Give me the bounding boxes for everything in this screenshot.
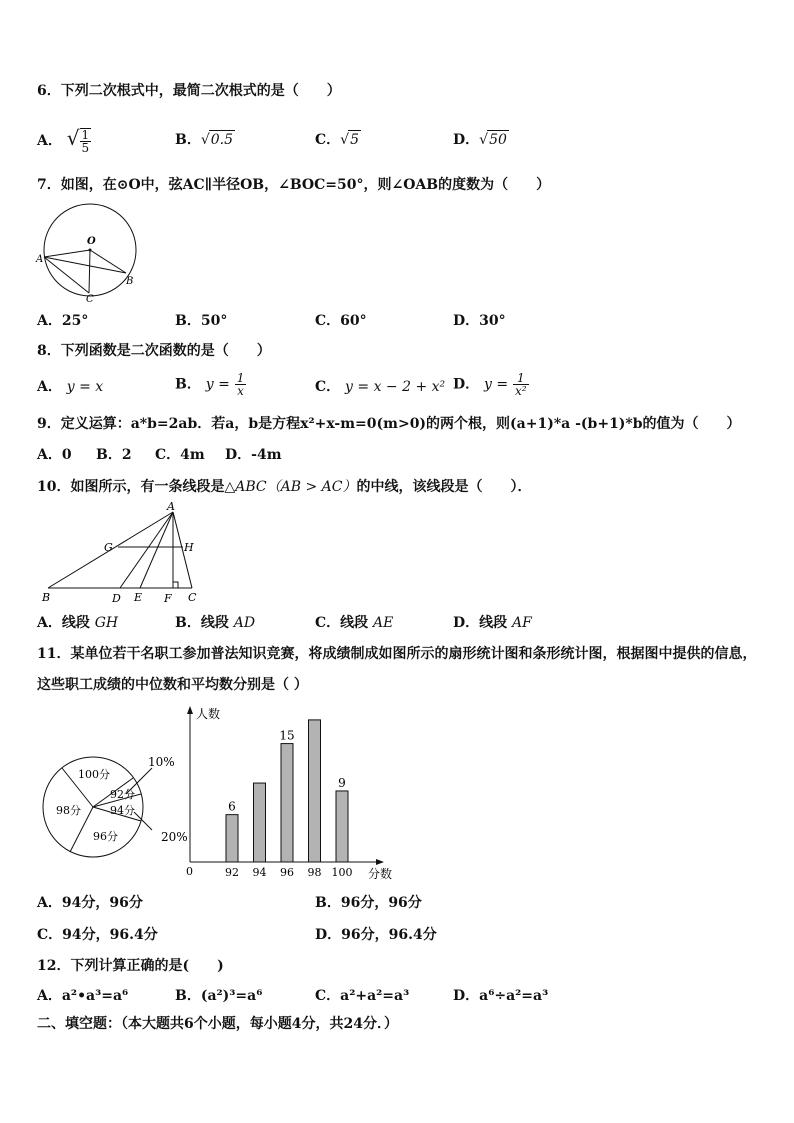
- q7-radius-oc: [89, 250, 90, 293]
- q6-a-denominator: 5: [81, 141, 90, 155]
- x-axis-arrow: [376, 859, 384, 865]
- x-tick-96: 96: [280, 866, 294, 879]
- q9-option-d: D．-4m: [225, 447, 282, 463]
- y-axis-label: 人数: [196, 707, 221, 721]
- q7-segment-ao: [44, 250, 90, 257]
- q10-stem: 10．如图所示，有一条线段是△ABC（AB > AC）的中线，该线段是（ ）．: [37, 479, 532, 495]
- data-label-92: 6: [228, 799, 236, 814]
- q10-label-b: B: [42, 591, 51, 604]
- q11-option-c: C．94分，96.4分: [37, 927, 158, 943]
- bar-100: [336, 791, 348, 862]
- origin-label: 0: [186, 865, 193, 878]
- x-tick-92: 92: [225, 866, 239, 879]
- data-label-96: 15: [279, 728, 295, 743]
- q7-chord-ac: [44, 257, 89, 293]
- q9-option-c: C．4m: [155, 447, 205, 463]
- q12-option-a: A．a²•a³=a⁶: [37, 988, 129, 1004]
- q11-option-b: B．96分，96分: [315, 895, 422, 911]
- q7-circle-figure: [34, 200, 144, 306]
- q10-label-d: D: [112, 592, 121, 605]
- q10-option-a: A．线段 GH: [37, 615, 119, 631]
- pie-label-96: 96分: [93, 830, 118, 843]
- q10-segment-ad: [120, 512, 173, 588]
- q12-stem: 12．下列计算正确的是( ): [37, 958, 224, 974]
- q6-option-a: A． √ $\frac{1}{5}$: [37, 126, 90, 155]
- bar-96: [281, 744, 293, 862]
- q7-label-o: O: [87, 236, 96, 247]
- q11-option-d: D．96分，96.4分: [315, 927, 437, 943]
- q9-option-b: B．2: [96, 447, 132, 463]
- pie-pct-10: 10%: [148, 755, 175, 769]
- q10-label-c: C: [188, 591, 197, 604]
- q7-option-d: D．30°: [453, 313, 506, 329]
- q11-option-a: A．94分，96分: [37, 895, 143, 911]
- pie-label-100: 100分: [78, 768, 110, 781]
- x-axis-label: 分数: [368, 867, 393, 881]
- q6-stem: 6．下列二次根式中，最简二次根式的是（ ）: [37, 83, 341, 99]
- q6-option-b: B．√0.5: [175, 132, 234, 148]
- pie-pct-20: 20%: [161, 830, 188, 844]
- q7-option-c: C．60°: [315, 313, 367, 329]
- q6-option-c: C．√5: [315, 132, 359, 148]
- q9-stem: 9．定义运算：a*b=2ab．若a，b是方程x²+x-m=0(m>0)的两个根，则(a+1)*a -(b+1)*b的值为（ ）: [37, 416, 741, 432]
- q6-option-d: D．√50: [453, 132, 507, 148]
- section2-title: 二、填空题：（本大题共6个小题，每小题4分，共24分．）: [37, 1016, 398, 1032]
- q7-option-b: B．50°: [175, 313, 228, 329]
- q9-option-a: A．0: [37, 447, 72, 463]
- q8-stem: 8．下列函数是二次函数的是（ ）: [37, 343, 271, 359]
- q7-label-a: A: [36, 254, 44, 265]
- q10-label-e: E: [134, 591, 143, 604]
- q10-label-f: F: [164, 592, 172, 605]
- x-tick-100: 100: [331, 866, 353, 879]
- pie-label-94: 94分: [110, 804, 135, 817]
- q12-option-c: C．a²+a²=a³: [315, 988, 410, 1004]
- q10-triangle-figure: [40, 500, 210, 606]
- q12-option-b: B．(a²)³=a⁶: [175, 988, 263, 1004]
- q10-label-g: G: [104, 541, 113, 554]
- x-tick-98: 98: [307, 866, 322, 879]
- q11-pie-chart: [40, 750, 200, 860]
- q10-segment-ae: [140, 512, 173, 588]
- q7-label-c: C: [86, 294, 94, 305]
- q11-stem-line2: 这些职工成绩的中位数和平均数分别是（ ）: [37, 677, 308, 693]
- pie-label-98: 98分: [56, 804, 81, 817]
- q8-option-c: C． y = x − 2 + x²: [315, 379, 446, 395]
- q7-option-a: A．25°: [37, 313, 89, 329]
- q7-stem: 7．如图，在⊙O中，弦AC∥半径OB，∠BOC=50°，则∠OAB的度数为（ ）: [37, 177, 551, 193]
- q12-option-d: D．a⁶÷a²=a³: [453, 988, 549, 1004]
- q10-label-h: H: [184, 541, 194, 554]
- pie-label-92: 92分: [110, 788, 135, 801]
- q8-option-b: B． y = $\frac{1}{x}$: [175, 371, 245, 398]
- bar-92: [226, 815, 238, 862]
- q7-label-b: B: [126, 276, 134, 287]
- q11-stem-line1: 11．某单位若干名职工参加普法知识竞赛，将成绩制成如图所示的扇形统计图和条形统计图，根据图中提供的信息，: [37, 646, 757, 662]
- q10-label-a: A: [167, 500, 175, 513]
- bar-98: [309, 720, 321, 862]
- q10-right-angle-mark: [173, 582, 178, 588]
- x-tick-94: 94: [252, 866, 267, 879]
- bar-94: [254, 783, 266, 862]
- q11-bar-chart: [180, 700, 405, 885]
- q10-option-b: B．线段 AD: [175, 615, 256, 631]
- q6-a-numerator: 1: [81, 128, 90, 142]
- q8-option-d: D． y = $\frac{1}{\text{x²}}$: [453, 371, 527, 398]
- q10-option-c: C．线段 AE: [315, 615, 394, 631]
- q8-option-a: A． y = x: [37, 379, 104, 395]
- q10-option-d: D．线段 AF: [453, 615, 532, 631]
- y-axis-arrow: [187, 706, 193, 714]
- data-label-100: 9: [338, 775, 346, 790]
